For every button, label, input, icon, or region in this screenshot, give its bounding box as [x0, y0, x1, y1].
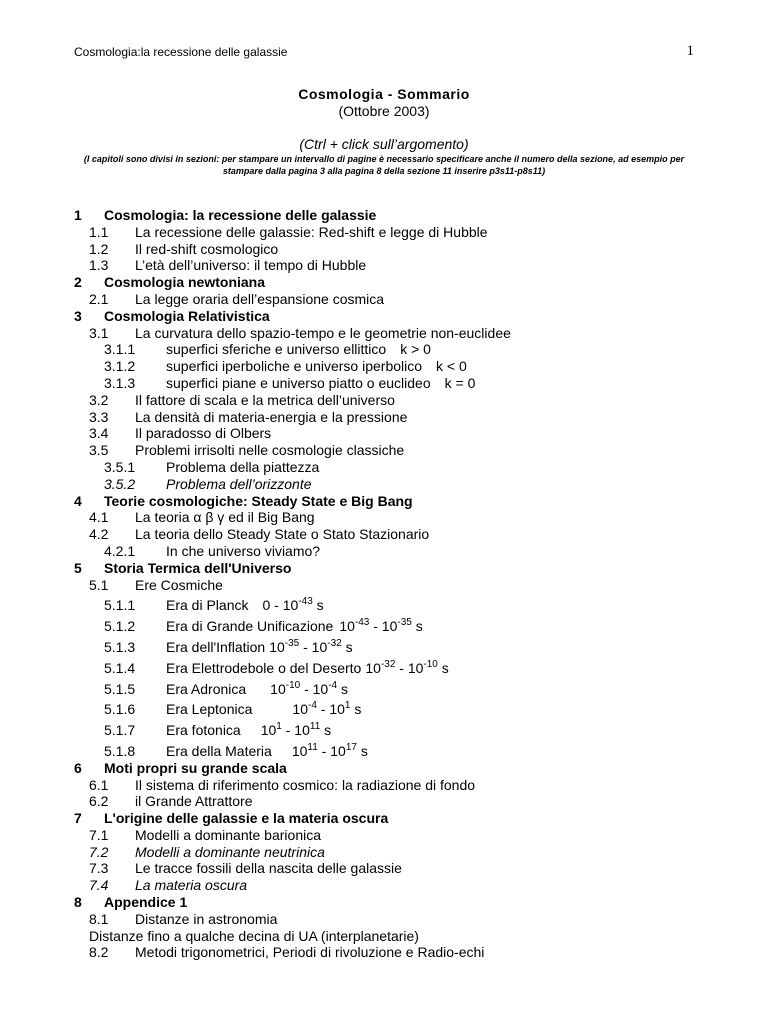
- toc-title: Ere Cosmiche: [135, 576, 223, 593]
- toc-number: 6.1: [89, 776, 109, 793]
- toc-title: La teoria dello Steady State o Stato Stazionario: [135, 526, 430, 543]
- time-range: 10: [269, 638, 285, 655]
- exponent: -4: [328, 679, 338, 691]
- toc-number: 1.2: [89, 240, 109, 257]
- toc-entry-5-1-5[interactable]: [0, 677, 768, 698]
- toc-number: 5.1.3: [104, 638, 136, 655]
- toc-title: superfici iperboliche e universo iperbolico: [166, 358, 423, 375]
- time-range-mid: - 10: [395, 659, 424, 676]
- toc-entry-5[interactable]: [0, 560, 768, 577]
- toc-entry-7-1[interactable]: [0, 827, 768, 844]
- toc-number: 5: [74, 559, 82, 576]
- toc-number: 3.5: [89, 442, 109, 459]
- toc-entry-7[interactable]: [0, 810, 768, 827]
- navigation-hint: (Ctrl + click sull’argomento): [299, 136, 469, 152]
- table-of-contents: [0, 207, 768, 961]
- toc-number: 2: [74, 274, 82, 291]
- time-range: 0 - 10: [262, 597, 299, 614]
- toc-entry-8-2[interactable]: [0, 944, 768, 961]
- time-unit: s: [437, 659, 449, 676]
- toc-number: 5.1.2: [104, 618, 136, 635]
- toc-number: 8: [74, 894, 82, 911]
- toc-title: Il fattore di scala e la metrica dell’universo: [135, 391, 395, 408]
- toc-title: Cosmologia Relativistica: [104, 307, 270, 324]
- toc-title: Problema della piattezza: [166, 458, 320, 475]
- toc-number: 7.1: [89, 826, 109, 843]
- exponent: -32: [327, 637, 342, 649]
- toc-title: Problema dell’orizzonte: [166, 475, 312, 492]
- toc-number: 3.2: [89, 391, 109, 408]
- document-date: (Ottobre 2003): [338, 103, 430, 119]
- exponent: -35: [397, 617, 412, 629]
- toc-title: Era di Planck: [166, 597, 249, 614]
- toc-title: La recessione delle galassie: Red-shift e legge di Hubble: [135, 223, 488, 240]
- toc-entry-3-3[interactable]: [0, 409, 768, 426]
- time-range: 10: [291, 742, 308, 759]
- toc-number: 8.2: [89, 944, 109, 961]
- time-range-mid: - 10: [317, 742, 346, 759]
- time-range-mid: - 10: [369, 618, 398, 635]
- toc-title: Era di Grande Unificazione: [166, 618, 334, 635]
- running-header-title: Cosmologia:la recessione delle galassie: [74, 45, 288, 59]
- toc-entry-4-1[interactable]: [0, 509, 768, 526]
- toc-number: 1: [74, 207, 82, 223]
- time-range-mid: - 10: [281, 722, 310, 739]
- toc-entry-5-1-4[interactable]: [0, 656, 768, 677]
- toc-entry-5-1-8[interactable]: [0, 739, 768, 760]
- toc-entry-6-2[interactable]: [0, 793, 768, 810]
- toc-title: Storia Termica dell'Universo: [104, 559, 292, 576]
- time-range: 10: [260, 722, 277, 739]
- time-unit: s: [341, 638, 353, 655]
- toc-title: Cosmologia: la recessione delle galassie: [104, 207, 377, 223]
- toc-entry-3-1-3[interactable]: [0, 375, 768, 392]
- exponent: -4: [307, 700, 317, 712]
- toc-entry-5-1-1[interactable]: [0, 593, 768, 614]
- exponent: 1: [344, 700, 351, 712]
- toc-title: Era Adronica: [166, 680, 247, 697]
- toc-entry-1-2[interactable]: [0, 241, 768, 258]
- toc-title: Problemi irrisolti nelle cosmologie classiche: [135, 442, 405, 459]
- toc-entry-6[interactable]: [0, 760, 768, 777]
- toc-number: 3.1.3: [104, 374, 136, 391]
- toc-number: 3.5.2: [104, 475, 136, 492]
- exponent: 11: [309, 721, 321, 733]
- toc-entry-7-4[interactable]: [0, 877, 768, 894]
- toc-number: 7.2: [89, 843, 109, 860]
- toc-entry-3-1-1[interactable]: [0, 341, 768, 358]
- toc-entry-3-5[interactable]: [0, 442, 768, 459]
- toc-entry-3-4[interactable]: [0, 425, 768, 442]
- toc-number: 5.1.4: [104, 659, 136, 676]
- toc-entry-2-1[interactable]: [0, 291, 768, 308]
- toc-number: 1.1: [89, 223, 109, 240]
- toc-number: 5.1.8: [104, 742, 136, 759]
- toc-title: Era dell'Inflation: [166, 638, 266, 655]
- toc-title: superfici piane e universo piatto o euclideo: [166, 374, 431, 391]
- toc-entry-3-1[interactable]: [0, 325, 768, 342]
- toc-entry-4-2[interactable]: [0, 526, 768, 543]
- toc-number: 7: [74, 810, 82, 827]
- time-range-mid: - 10: [300, 680, 329, 697]
- toc-title: Il sistema di riferimento cosmico: la radiazione di fondo: [135, 776, 476, 793]
- time-range: 10: [270, 680, 286, 697]
- toc-title: Distanze fino a qualche decina di UA (interplanetarie): [89, 927, 419, 944]
- toc-number: 5.1.7: [104, 722, 136, 739]
- toc-number: 1.3: [89, 257, 109, 274]
- time-range: 10: [292, 701, 308, 718]
- toc-entry-4-2-1[interactable]: [0, 543, 768, 560]
- toc-number: 4.2.1: [104, 542, 136, 559]
- toc-number: 2.1: [89, 290, 109, 307]
- exponent: 17: [345, 741, 357, 753]
- time-unit: s: [411, 618, 423, 635]
- toc-number: 3.1.2: [104, 358, 136, 375]
- time-unit: s: [350, 701, 362, 718]
- toc-title: Modelli a dominante neutrinica: [135, 843, 325, 860]
- page-number: 1: [686, 43, 694, 59]
- exponent: -35: [284, 637, 300, 649]
- toc-title: Le tracce fossili della nascita delle galassie: [135, 860, 402, 877]
- time-range: 10: [365, 659, 381, 676]
- toc-entry-3-1-2[interactable]: [0, 358, 768, 375]
- exponent: -32: [380, 658, 396, 670]
- toc-entry-5-1-7[interactable]: [0, 718, 768, 739]
- toc-entry-3-5-2[interactable]: [0, 476, 768, 493]
- toc-title: La materia oscura: [135, 877, 248, 894]
- toc-number: 5.1.5: [104, 680, 136, 697]
- toc-title: Metodi trigonometrici, Periodi di rivoluzione e Radio-echi: [135, 944, 485, 961]
- curvature-condition: k = 0: [444, 374, 476, 391]
- time-range: 10: [339, 618, 355, 635]
- toc-entry-1-3[interactable]: [0, 257, 768, 274]
- toc-title: superfici sferiche e universo ellittico: [166, 341, 387, 358]
- toc-title: Distanze in astronomia: [135, 910, 278, 927]
- exponent: 1: [276, 721, 282, 733]
- toc-number: 5.1.6: [104, 701, 136, 718]
- toc-title: In che universo viviamo?: [166, 542, 321, 559]
- toc-entry-3-2[interactable]: [0, 392, 768, 409]
- toc-title: La densità di materia-energia e la pressione: [135, 408, 408, 425]
- toc-number: 3.5.1: [104, 458, 136, 475]
- time-range-mid: - 10: [299, 638, 328, 655]
- toc-title: il Grande Attrattore: [135, 793, 253, 810]
- toc-title: Modelli a dominante barionica: [135, 826, 321, 843]
- exponent: -43: [298, 596, 313, 608]
- exponent: 11: [307, 741, 318, 753]
- toc-entry-7-2[interactable]: [0, 844, 768, 861]
- toc-title: Era della Materia: [166, 742, 272, 759]
- toc-title: Teorie cosmologiche: Steady State e Big Bang: [104, 492, 413, 509]
- toc-title: Era fotonica: [166, 722, 241, 739]
- toc-number: 3.1: [89, 324, 109, 341]
- toc-entry-1-1[interactable]: [0, 224, 768, 241]
- toc-entry-5-1-6[interactable]: [0, 697, 768, 718]
- toc-entry-8[interactable]: [0, 894, 768, 911]
- time-unit: s: [356, 742, 368, 759]
- toc-title: Il red-shift cosmologico: [135, 240, 279, 257]
- toc-number: 8.1: [89, 910, 109, 927]
- toc-title: Appendice 1: [104, 894, 188, 911]
- toc-entry-7-3[interactable]: [0, 860, 768, 877]
- toc-number: 3.3: [89, 408, 109, 425]
- toc-entry-2[interactable]: [0, 274, 768, 291]
- toc-entry-3[interactable]: [0, 308, 768, 325]
- toc-entry-4[interactable]: [0, 493, 768, 510]
- toc-number: 3.1.1: [104, 341, 136, 358]
- toc-number: 5.1: [89, 576, 109, 593]
- curvature-condition: k < 0: [436, 358, 467, 375]
- exponent: -10: [285, 679, 301, 691]
- toc-number: 4.1: [89, 509, 109, 526]
- toc-title: L’età dell’universo: il tempo di Hubble: [135, 257, 367, 274]
- toc-number: 3: [74, 307, 82, 324]
- toc-entry-5-1-3[interactable]: [0, 635, 768, 656]
- toc-number: 6.2: [89, 793, 109, 810]
- toc-number: 7.4: [89, 877, 109, 894]
- toc-title: La curvatura dello spazio-tempo e le geometrie non-euclidee: [135, 324, 511, 341]
- toc-entry-8-1[interactable]: [0, 911, 768, 928]
- toc-title: Era Leptonica: [166, 701, 253, 718]
- toc-number: 3.4: [89, 425, 109, 442]
- title-block: [0, 86, 768, 177]
- toc-entry-6-1[interactable]: [0, 777, 768, 794]
- toc-title: Moti propri su grande scala: [104, 759, 287, 776]
- curvature-condition: k > 0: [400, 341, 431, 358]
- printing-note: (I capitoli sono divisi in sezioni: per stampare un intervallo di pagine è necessario specificare anche il numero della sezione, ad esempio per stampare dalla pagina 3 alla pagina 8 della sezione 11 inserire p3s11-p8s11): [83, 154, 685, 176]
- exponent: -43: [354, 617, 370, 629]
- toc-title: Cosmologia newtoniana: [104, 274, 266, 291]
- toc-title: La teoria α β γ ed il Big Bang: [135, 509, 315, 526]
- exponent: -10: [423, 658, 438, 670]
- toc-title: La legge oraria dell’espansione cosmica: [135, 290, 385, 307]
- toc-entry-1[interactable]: [0, 207, 768, 224]
- toc-title: L'origine delle galassie e la materia oscura: [104, 810, 389, 827]
- toc-title: Il paradosso di Olbers: [135, 425, 272, 442]
- toc-entry-5-1-2[interactable]: [0, 614, 768, 635]
- toc-title: Era Elettrodebole o del Deserto: [166, 659, 362, 676]
- time-unit: s: [320, 722, 332, 739]
- document-title: Cosmologia - Sommario: [298, 86, 470, 102]
- time-unit: s: [312, 597, 324, 614]
- toc-entry-5-1[interactable]: [0, 577, 768, 594]
- toc-number: 6: [74, 759, 82, 776]
- time-unit: s: [337, 680, 349, 697]
- time-range-mid: - 10: [316, 701, 345, 718]
- toc-entry-8-1-sub[interactable]: [0, 928, 768, 945]
- toc-number: 4.2: [89, 526, 109, 543]
- toc-number: 5.1.1: [104, 597, 136, 614]
- toc-entry-3-5-1[interactable]: [0, 459, 768, 476]
- toc-number: 4: [74, 492, 82, 509]
- toc-number: 7.3: [89, 860, 109, 877]
